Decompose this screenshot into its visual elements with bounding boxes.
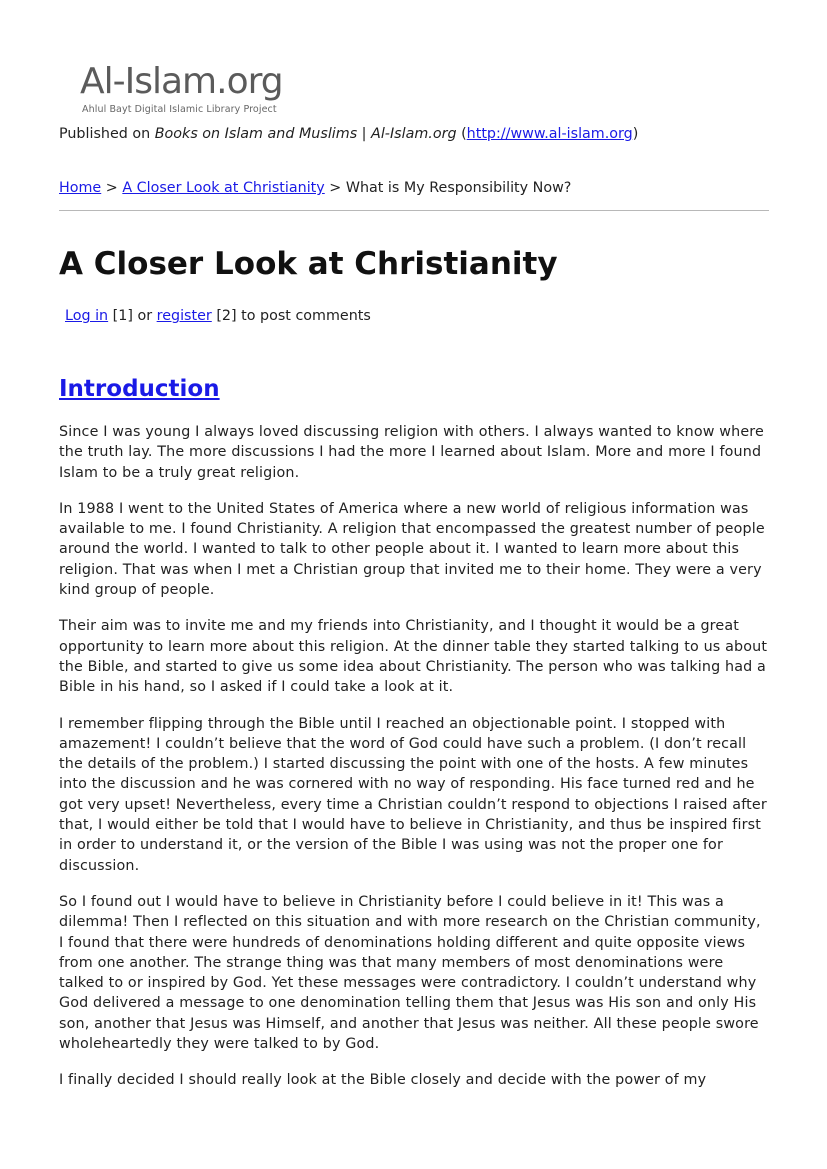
login-prompt — [65, 306, 371, 326]
paragraph: I finally decided I should really look at the Bible closely and decide with the power of my — [59, 1072, 707, 1089]
register-ref-text: [2] to post comments — [211, 308, 371, 324]
paragraph: I remember flipping through the Bible until I reached an objectionable point. I stopped with amazement! I couldn’t believe that the word of God could have such a problem. (I don’t recall the details of the problem.) I started discussing the point with one of the hosts. A few minutes into the discussion and he was cornered with no way of responding. His face turned red and he got very upset! Nevertheless, every time a Christian couldn’t respond to objections I raised after that, I would either be told that I would have to believe in Christianity, and thus be inspired first in order to understand it, or the version of the Bible I was using was not the proper one for discussion. — [59, 715, 767, 874]
published-url-link[interactable]: http://www.al-islam.org — [466, 126, 633, 142]
login-link[interactable]: Log in — [65, 308, 109, 324]
header-divider — [59, 210, 769, 211]
logo-wordmark: Al-Islam.org — [80, 61, 283, 102]
published-site: Books on Islam and Muslims | Al-Islam.org — [154, 126, 457, 142]
published-prefix: Published on — [59, 126, 155, 142]
section-heading — [59, 374, 220, 404]
section-heading-link[interactable]: Introduction — [59, 376, 220, 402]
logo-subtitle: Ahlul Bayt Digital Islamic Library Project — [82, 104, 277, 115]
breadcrumb-parent-link[interactable]: A Closer Look at Christianity — [122, 180, 325, 196]
paragraph: In 1988 I went to the United States of America where a new world of religious information was available to me. I found Christianity. A religion that encompassed the greatest number of people around the world. I wanted to talk to other people about it. I wanted to learn more about this religion. That was when I met a Christian group that invited me to their home. They were a very kind group of people. — [59, 500, 765, 599]
breadcrumb — [59, 178, 571, 198]
published-url-open: ( — [456, 126, 467, 142]
breadcrumb-current: What is My Responsibility Now? — [345, 180, 572, 196]
register-link[interactable]: register — [156, 308, 212, 324]
paragraph: Since I was young I always loved discussing religion with others. I always wanted to know where the truth lay. The more discussions I had the more I learned about Islam. More and more I found Islam to be a truly great religion. — [59, 424, 764, 481]
breadcrumb-separator: > — [324, 180, 346, 196]
breadcrumb-separator: > — [101, 180, 123, 196]
breadcrumb-home-link[interactable]: Home — [59, 180, 102, 196]
paragraph: Their aim was to invite me and my friends into Christianity, and I thought it would be a great opportunity to learn more about this religion. At the dinner table they started talking to us about the Bible, and started to give us some idea about Christianity. The person who was talking had a Bible in his hand, so I asked if I could take a look at it. — [59, 618, 768, 696]
published-url-close: ) — [632, 126, 639, 142]
site-logo[interactable] — [80, 61, 320, 120]
article-body — [59, 422, 769, 1107]
published-line — [59, 124, 638, 144]
login-ref-text: [1] or — [108, 308, 157, 324]
paragraph: So I found out I would have to believe in Christianity before I could believe in it! This was a dilemma! Then I reflected on this situation and with more research on the Christian community, I found that there were hundreds of denominations holding different and quite opposite views from one another. The strange thing was that many members of most denominations were talked to or inspired by God. Yet these messages were contradictory. I couldn’t understand why God delivered a message to one denomination telling them that Jesus was His son and only His son, another that Jesus was Himself, and another that Jesus was neither. All these people swore wholeheartedly they were talked to by God. — [59, 893, 761, 1053]
page-title: A Closer Look at Christianity — [59, 246, 558, 282]
